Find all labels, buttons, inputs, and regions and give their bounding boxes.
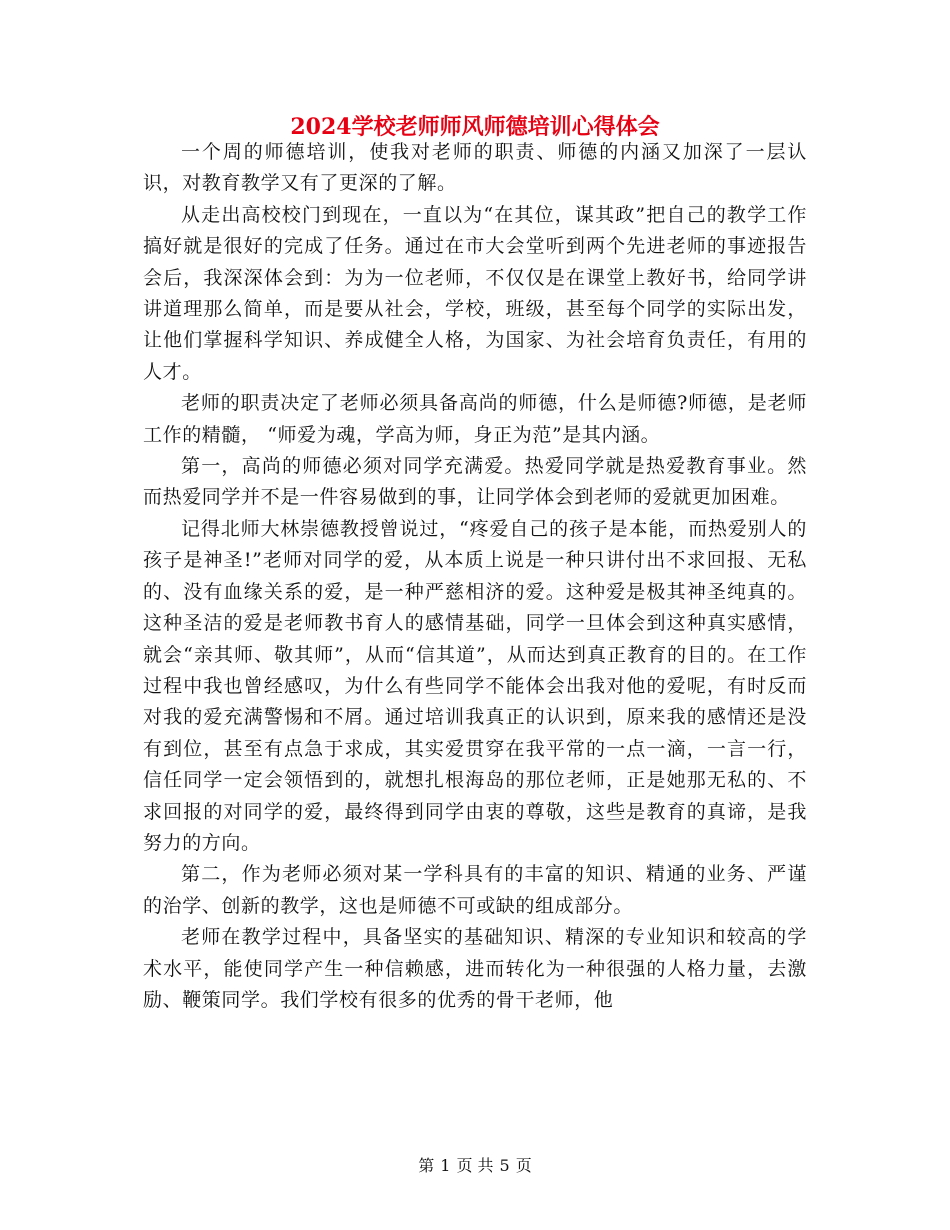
paragraph-2: 从走出高校校门到现在，一直以为“在其位，谋其政”把自己的教学工作搞好就是很好的完成了任务。通过在市大会堂听到两个先进老师的事迹报告会后，我深深体会到：为为一位老师，不仅仅是在课堂上教好书，给同学讲讲道理那么简单，而是要从社会，学校，班级，甚至每个同学的实际出发，让他们掌握科学知识、养成健全人格，为国家、为社会培育负责任，有用的人才。 [143, 203, 807, 383]
footer-prefix: 第 [418, 1156, 435, 1175]
footer-suffix: 页 [515, 1156, 532, 1175]
paragraph-7: 老师在教学过程中，具备坚实的基础知识、精深的专业知识和较高的学术水平，能使同学产生一种信赖感，进而转化为一种很强的人格力量，去激励、鞭策同学。我们学校有很多的优秀的骨干老师，他 [143, 926, 807, 1011]
document-body [143, 137, 807, 1016]
paragraph-1: 一个周的师德培训，使我对老师的职责、师德的内涵又加深了一层认识，对教育教学又有了更深的了解。 [143, 141, 807, 195]
paragraph-6: 第二，作为老师必须对某一学科具有的丰富的知识、精通的业务、严谨的治学、创新的教学，这也是师德不可或缺的组成部分。 [143, 863, 807, 917]
paragraph-5: 记得北师大林崇德教授曾说过，“疼爱自己的孩子是本能，而热爱别人的孩子是神圣!”老师对同学的爱，从本质上说是一种只讲付出不求回报、无私的、没有血缘关系的爱，是一种严慈相济的爱。这种爱是极其神圣纯真的。这种圣洁的爱是老师教书育人的感情基础，同学一旦体会到这种真实感情，就会“亲其师、敬其师”，从而“信其道”，从而达到真正教育的目的。在工作过程中我也曾经感叹，为什么有些同学不能体会出我对他的爱呢，有时反而对我的爱充满警惕和不屑。通过培训我真正的认识到，原来我的感情还是没有到位，甚至有点急于求成，其实爱贯穿在我平常的一点一滴，一言一行，信任同学一定会领悟到的，就想扎根海岛的那位老师，正是她那无私的、不求回报的对同学的爱，最终得到同学由衷的尊敬，这些是教育的真谛，是我努力的方向。 [143, 517, 807, 854]
document-title: 2024学校老师师风师德培训心得体会 [290, 114, 660, 140]
footer-middle: 页 共 [456, 1156, 494, 1175]
page-footer [0, 1154, 950, 1178]
paragraph-3: 老师的职责决定了老师必须具备高尚的师德，什么是师德?师德，是老师工作的精髓， “师爱为魂，学高为师，身正为范”是其内涵。 [143, 392, 807, 446]
footer-current-page: 1 [440, 1156, 451, 1175]
paragraph-4: 第一，高尚的师德必须对同学充满爱。热爱同学就是热爱教育事业。然而热爱同学并不是一件容易做到的事，让同学体会到老师的爱就更加困难。 [143, 455, 807, 509]
footer-total-pages: 5 [499, 1156, 510, 1175]
